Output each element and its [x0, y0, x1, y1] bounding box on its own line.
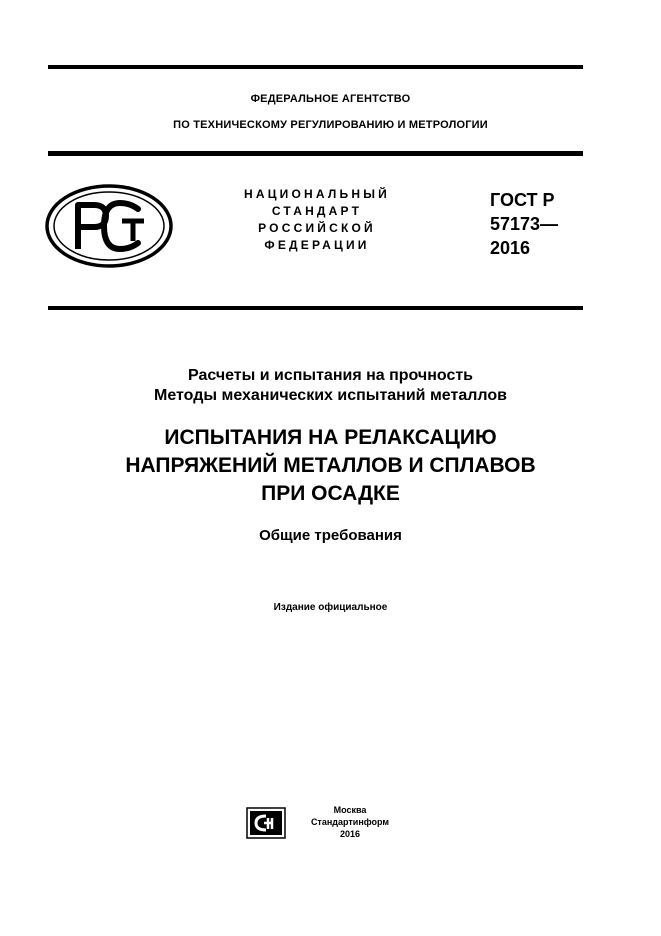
- standard-type-line-3: РОССИЙСКОЙ: [258, 221, 376, 235]
- document-title: [0, 424, 661, 508]
- publisher-name: Стандартинформ: [310, 817, 390, 827]
- title-line-1: ИСПЫТАНИЯ НА РЕЛАКСАЦИЮ: [164, 426, 497, 449]
- document-subtitle: Общие требования: [259, 527, 402, 544]
- top-rule: [48, 65, 583, 69]
- title-line-3: ПРИ ОСАДКЕ: [261, 482, 400, 505]
- agency-line-1: ФЕДЕРАЛЬНОЕ АГЕНТСТВО: [250, 93, 411, 105]
- standard-type-line-4: ФЕДЕРАЦИИ: [264, 238, 370, 252]
- agency-line-2: ПО ТЕХНИЧЕСКОМУ РЕГУЛИРОВАНИЮ И МЕТРОЛОГИИ: [173, 119, 488, 131]
- designation-line-2: 57173—: [490, 214, 559, 234]
- series-line-2: Методы механических испытаний металлов: [154, 387, 507, 404]
- header-rule: [48, 306, 583, 310]
- publisher-year: 2016: [339, 829, 361, 839]
- standard-type-line-2: СТАНДАРТ: [271, 204, 363, 218]
- designation-line-1: ГОСТ Р: [490, 190, 555, 210]
- title-line-2: НАПРЯЖЕНИЙ МЕТАЛЛОВ И СПЛАВОВ: [125, 454, 536, 477]
- agency-rule: [48, 151, 583, 156]
- standard-designation: [490, 188, 558, 260]
- standard-type-line-1: НАЦИОНАЛЬНЫЙ: [243, 187, 391, 201]
- edition-note: Издание официальное: [273, 602, 388, 613]
- designation-line-3: 2016: [490, 238, 531, 258]
- publisher-city: Москва: [333, 805, 367, 815]
- standartinform-logo: [246, 807, 286, 839]
- standard-type: [232, 186, 402, 254]
- gost-r-emblem-icon: [44, 183, 174, 269]
- series-line-1: Расчеты и испытания на прочность: [187, 367, 474, 384]
- gost-r-logo: [44, 183, 174, 269]
- publisher-info: [300, 804, 400, 840]
- standartinform-emblem-icon: [246, 807, 286, 839]
